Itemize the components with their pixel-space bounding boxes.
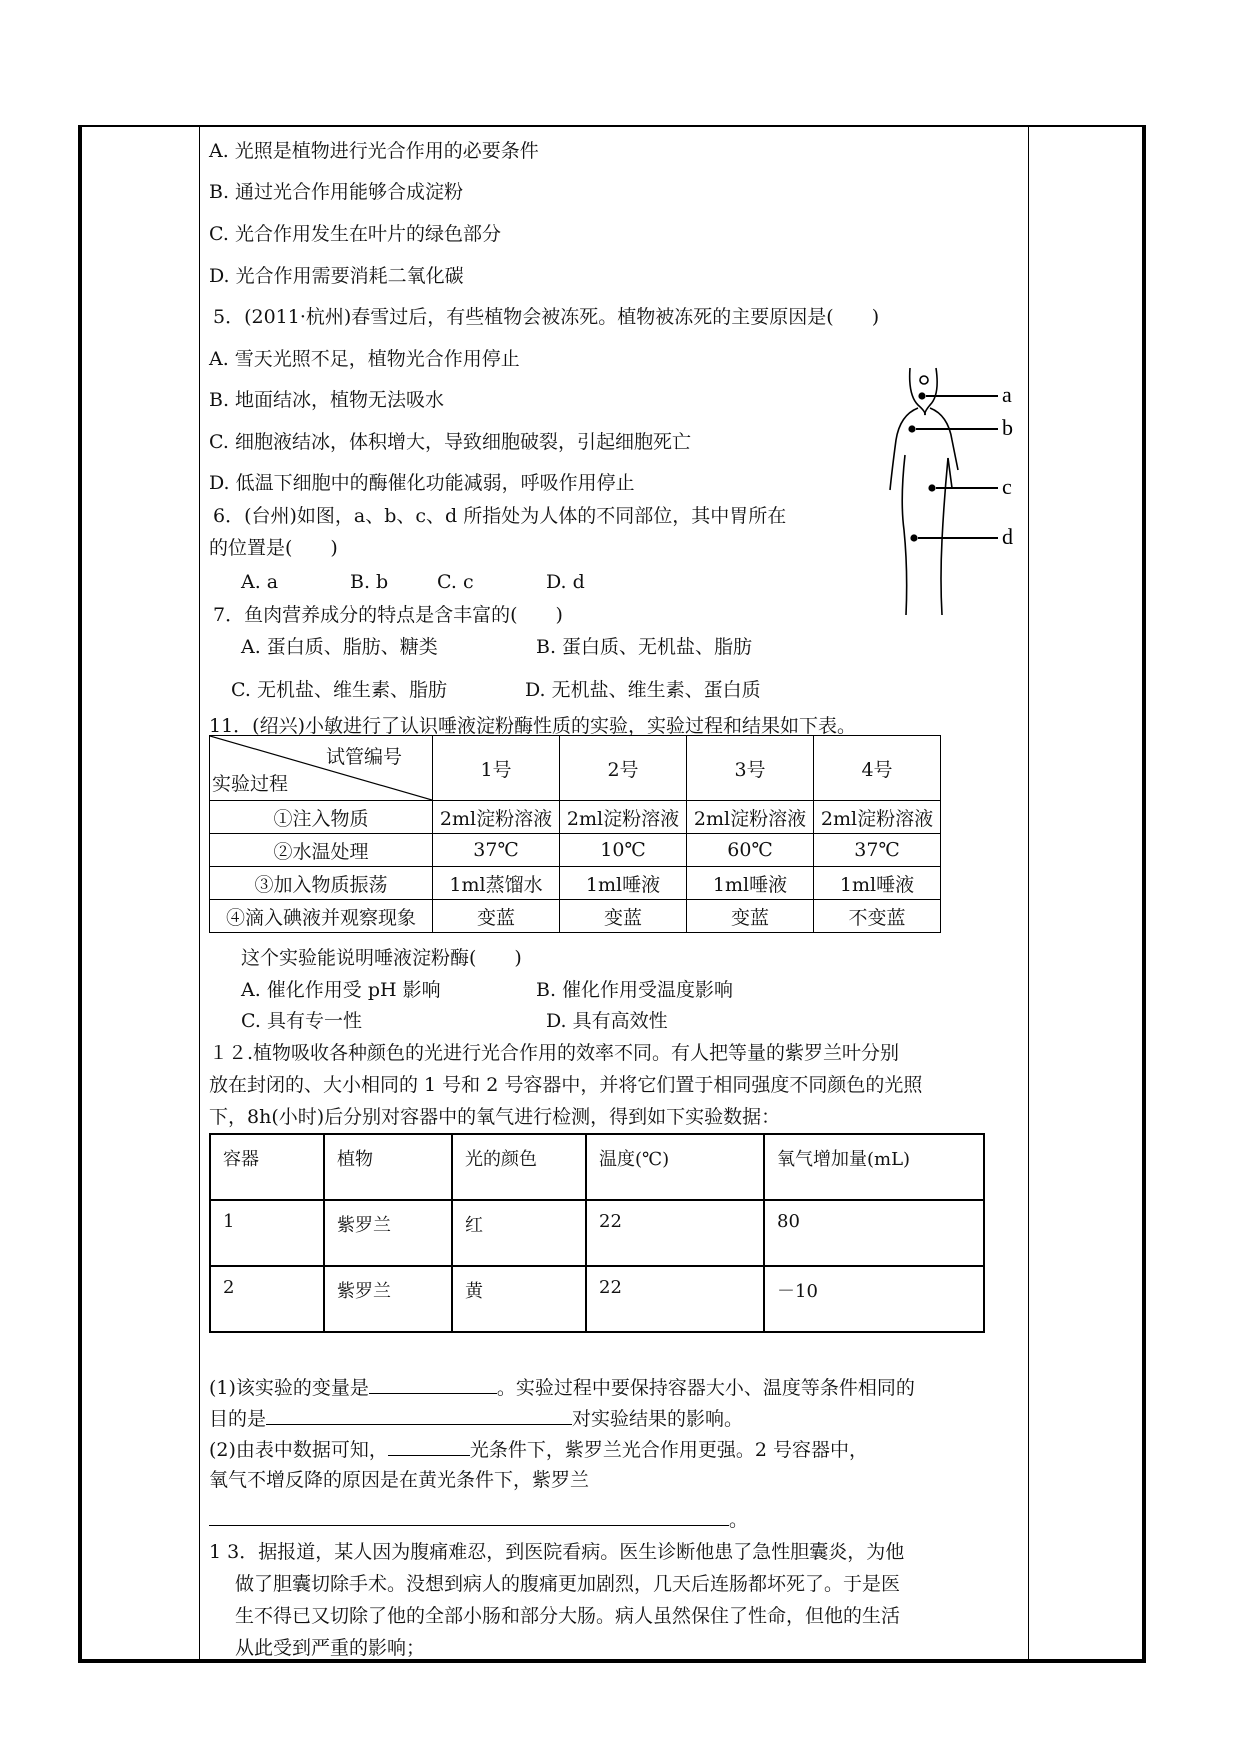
table-cell: 37℃	[814, 834, 941, 867]
row-label: ④滴入碘液并观察现象	[210, 900, 433, 933]
header-light-color: 光的颜色	[452, 1134, 586, 1200]
q7-stem: 7．鱼肉营养成分的特点是含丰富的( )	[213, 604, 563, 626]
q12-sub1-prefix: (1)该实验的变量是	[209, 1377, 369, 1399]
q12-sub1-purpose-suffix: 对实验结果的影响。	[572, 1408, 744, 1430]
table-cell: 2ml淀粉溶液	[814, 801, 941, 834]
table-cell: 37℃	[433, 834, 560, 867]
table-row	[210, 867, 941, 900]
q12-sub2-prefix: (2)由表中数据可知，	[209, 1439, 388, 1461]
q13-line3: 生不得已又切除了他的全部小肠和部分大肠。病人虽然保住了性命，但他的生活	[235, 1605, 901, 1627]
table-row	[210, 900, 941, 933]
table-cell: 22	[586, 1200, 764, 1266]
q6-option-d: D. d	[546, 571, 585, 593]
corner-bottom-label: 实验过程	[212, 773, 289, 795]
q6-option-b: B. b	[350, 571, 389, 593]
q12-sub2-line2: 氧气不增反降的原因是在黄光条件下，紫罗兰	[209, 1469, 590, 1491]
table-cell: 紫罗兰	[324, 1200, 452, 1266]
q12-sub1-line2	[209, 1406, 743, 1431]
q12-sub1-purpose-prefix: 目的是	[209, 1408, 267, 1430]
q12-sub2-line3	[209, 1507, 748, 1532]
table-cell: 变蓝	[433, 900, 560, 933]
row-label: ①注入物质	[210, 801, 433, 834]
q12-stem-line2: 放在封闭的、大小相同的 1 号和 2 号容器中，并将它们置于相同强度不同颜色的光照	[209, 1074, 923, 1096]
table-cell: 1ml唾液	[687, 867, 814, 900]
q12-stem-line1: １２.植物吸收各种颜色的光进行光合作用的效率不同。有人把等量的紫罗兰叶分别	[209, 1042, 900, 1064]
q13-line4: 从此受到严重的影响；	[235, 1637, 426, 1659]
table-row	[210, 1200, 984, 1266]
q4-option-a: A. 光照是植物进行光合作用的必要条件	[209, 140, 539, 162]
answer-blank-variable[interactable]	[369, 1375, 497, 1394]
table-header-row	[210, 1134, 984, 1200]
saliva-experiment-table	[209, 735, 941, 933]
table-cell: 80	[764, 1200, 984, 1266]
q4-option-b: B. 通过光合作用能够合成淀粉	[209, 181, 464, 203]
table-cell: 2ml淀粉溶液	[433, 801, 560, 834]
table-cell: 1ml唾液	[814, 867, 941, 900]
table-row	[210, 834, 941, 867]
header-plant: 植物	[324, 1134, 452, 1200]
q5-option-a: A. 雪天光照不足，植物光合作用停止	[209, 348, 520, 370]
corner-top-label: 试管编号	[325, 746, 402, 768]
q12-sub2-end: 。	[729, 1509, 749, 1531]
table-cell: 黄	[452, 1266, 586, 1332]
oxygen-data-table	[209, 1133, 985, 1333]
table-header-row	[210, 736, 941, 801]
table-cell: －10	[764, 1266, 984, 1332]
table-row	[210, 1266, 984, 1332]
q11-option-b: B. 催化作用受温度影响	[536, 979, 734, 1001]
q7-option-c: C. 无机盐、维生素、脂肪	[231, 679, 447, 701]
row-label: ③加入物质振荡	[210, 867, 433, 900]
table-cell: 2ml淀粉溶液	[687, 801, 814, 834]
label-b: b	[1002, 415, 1013, 440]
q5-option-c: C. 细胞液结冰，体积增大，导致细胞破裂，引起细胞死亡	[209, 431, 691, 453]
label-a: a	[1002, 382, 1012, 407]
q11-option-d: D. 具有高效性	[546, 1010, 668, 1032]
header-tube-1: 1号	[433, 736, 560, 801]
answer-blank-light-color[interactable]	[388, 1437, 470, 1456]
table-row	[210, 801, 941, 834]
human-body-diagram	[880, 360, 1020, 620]
q12-sub2-line1	[209, 1437, 868, 1462]
answer-blank-reason[interactable]	[209, 1507, 729, 1526]
table-cell: 红	[452, 1200, 586, 1266]
q6-stem-line2: 的位置是( )	[209, 537, 338, 559]
q6-stem-line1: 6．(台州)如图，a、b、c、d 所指处为人体的不同部位，其中胃所在	[213, 505, 787, 527]
table-cell: 变蓝	[560, 900, 687, 933]
q5-option-b: B. 地面结冰，植物无法吸水	[209, 389, 445, 411]
q12-sub2-suffix: 光条件下，紫罗兰光合作用更强。2 号容器中，	[469, 1439, 869, 1461]
table-cell: 不变蓝	[814, 900, 941, 933]
answer-blank-purpose[interactable]	[266, 1406, 572, 1425]
label-d: d	[1002, 524, 1013, 549]
header-tube-2: 2号	[560, 736, 687, 801]
table-cell: 1	[210, 1200, 324, 1266]
table-cell: 变蓝	[687, 900, 814, 933]
q11-option-a: A. 催化作用受 pH 影响	[241, 979, 441, 1001]
left-column-divider	[199, 127, 200, 1659]
q11-stem: 11．(绍兴)小敏进行了认识唾液淀粉酶性质的实验，实验过程和结果如下表。	[209, 715, 857, 737]
table-cell: 紫罗兰	[324, 1266, 452, 1332]
table-cell: 10℃	[560, 834, 687, 867]
q12-stem-line3: 下，8h(小时)后分别对容器中的氧气进行检测，得到如下实验数据：	[209, 1106, 781, 1128]
table-cell: 2ml淀粉溶液	[560, 801, 687, 834]
table-cell: 1ml蒸馏水	[433, 867, 560, 900]
diagonal-header-cell	[210, 736, 433, 801]
table-cell: 2	[210, 1266, 324, 1332]
label-c: c	[1002, 474, 1012, 499]
header-tube-3: 3号	[687, 736, 814, 801]
q6-option-a: A. a	[241, 571, 279, 593]
row-label: ②水温处理	[210, 834, 433, 867]
q12-sub1-line1	[209, 1375, 915, 1400]
q11-question: 这个实验能说明唾液淀粉酶( )	[241, 947, 522, 969]
table-cell: 60℃	[687, 834, 814, 867]
header-temperature: 温度(℃)	[586, 1134, 764, 1200]
q4-option-d: D. 光合作用需要消耗二氧化碳	[209, 265, 464, 287]
q5-stem: 5．(2011·杭州)春雪过后，有些植物会被冻死。植物被冻死的主要原因是( )	[213, 306, 880, 328]
q5-option-d: D. 低温下细胞中的酶催化功能减弱，呼吸作用停止	[209, 472, 635, 494]
q7-option-d: D. 无机盐、维生素、蛋白质	[525, 679, 761, 701]
q7-option-a: A. 蛋白质、脂肪、糖类	[241, 636, 438, 658]
q4-option-c: C. 光合作用发生在叶片的绿色部分	[209, 223, 501, 245]
header-tube-4: 4号	[814, 736, 941, 801]
header-container: 容器	[210, 1134, 324, 1200]
right-column-divider	[1028, 127, 1029, 1659]
q13-line2: 做了胆囊切除手术。没想到病人的腹痛更加剧烈，几天后连肠都坏死了。于是医	[235, 1573, 901, 1595]
q6-option-c: C. c	[437, 571, 474, 593]
q13-line1: 1 3．据报道，某人因为腹痛难忍，到医院看病。医生诊断他患了急性胆囊炎，为他	[209, 1541, 905, 1563]
table-cell: 1ml唾液	[560, 867, 687, 900]
table-cell: 22	[586, 1266, 764, 1332]
q11-option-c: C. 具有专一性	[241, 1010, 362, 1032]
q7-option-b: B. 蛋白质、无机盐、脂肪	[536, 636, 753, 658]
header-oxygen-increase: 氧气增加量(mL)	[764, 1134, 984, 1200]
q12-sub1-suffix: 。实验过程中要保持容器大小、温度等条件相同的	[496, 1377, 915, 1399]
